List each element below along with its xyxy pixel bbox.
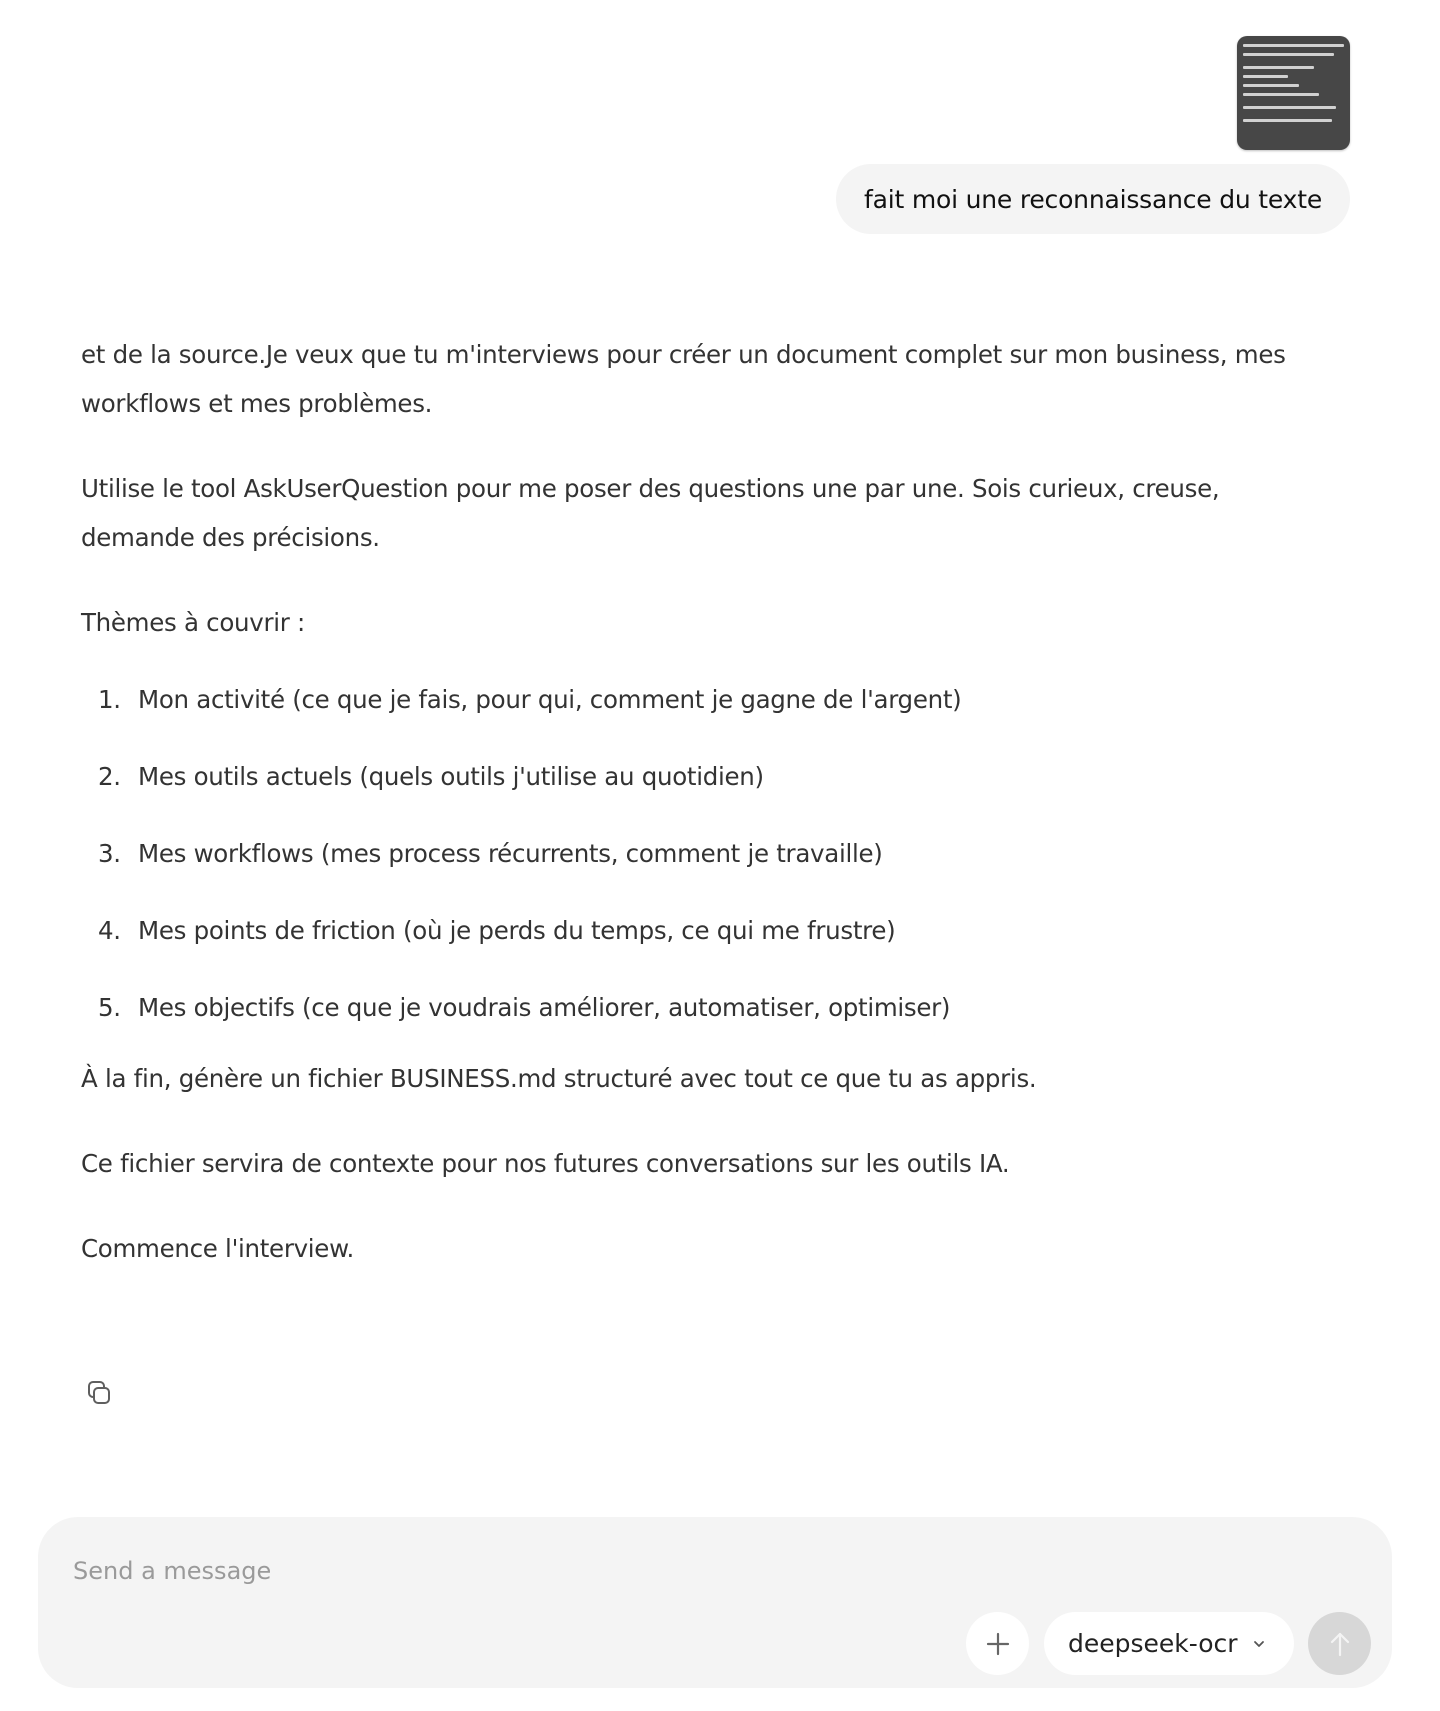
message-input[interactable] [73, 1551, 1273, 1591]
paragraph-line: demande des précisions. [81, 523, 380, 552]
assistant-message [81, 330, 1371, 1309]
model-selector[interactable] [1044, 1612, 1294, 1675]
message-composer [38, 1517, 1392, 1688]
list-item-text: Mes workflows (mes process récurrents, comment je travaille) [138, 839, 883, 868]
list-item-text: Mon activité (ce que je fais, pour qui, comment je gagne de l'argent) [138, 685, 962, 714]
closing-paragraph: Commence l'interview. [81, 1234, 355, 1263]
list-number: 4. [98, 916, 121, 945]
paragraph-line: Utilise le tool AskUserQuestion pour me poser des questions une par une. Sois curieux, creuse, [81, 474, 1220, 503]
user-message-text: fait moi une reconnaissance du texte [864, 184, 1322, 214]
list-item [81, 892, 1371, 969]
plus-icon [985, 1631, 1011, 1657]
list-item-text: Mes objectifs (ce que je voudrais améliorer, automatiser, optimiser) [138, 993, 951, 1022]
paragraph-line: et de la source.Je veux que tu m'interviews pour créer un document complet sur mon business, mes [81, 340, 1286, 369]
user-image-attachment[interactable] [1237, 36, 1350, 150]
arrow-up-icon [1327, 1630, 1353, 1658]
closing-section [81, 1054, 1371, 1273]
chevron-down-icon [1252, 1639, 1266, 1649]
list-item [81, 815, 1371, 892]
list-number: 2. [98, 762, 121, 791]
add-attachment-button[interactable] [966, 1612, 1029, 1675]
themes-list [81, 661, 1371, 1046]
list-item [81, 661, 1371, 738]
list-number: 3. [98, 839, 121, 868]
intro-paragraph [81, 330, 1371, 428]
closing-paragraph: À la fin, génère un fichier BUSINESS.md structuré avec tout ce que tu as appris. [81, 1064, 1037, 1093]
instruction-paragraph [81, 464, 1371, 562]
user-message-bubble [836, 164, 1350, 234]
list-item-text: Mes points de friction (où je perds du temps, ce qui me frustre) [138, 916, 896, 945]
list-item [81, 969, 1371, 1046]
themes-heading: Thèmes à couvrir : [81, 608, 305, 637]
send-button[interactable] [1308, 1612, 1371, 1675]
copy-icon [85, 1379, 113, 1407]
paragraph-line: workflows et mes problèmes. [81, 389, 433, 418]
list-number: 1. [98, 685, 121, 714]
model-name: deepseek-ocr [1068, 1629, 1238, 1658]
closing-paragraph: Ce fichier servira de contexte pour nos futures conversations sur les outils IA. [81, 1149, 1010, 1178]
list-item-text: Mes outils actuels (quels outils j'utilise au quotidien) [138, 762, 764, 791]
list-item [81, 738, 1371, 815]
copy-button[interactable] [80, 1374, 118, 1412]
list-number: 5. [98, 993, 121, 1022]
